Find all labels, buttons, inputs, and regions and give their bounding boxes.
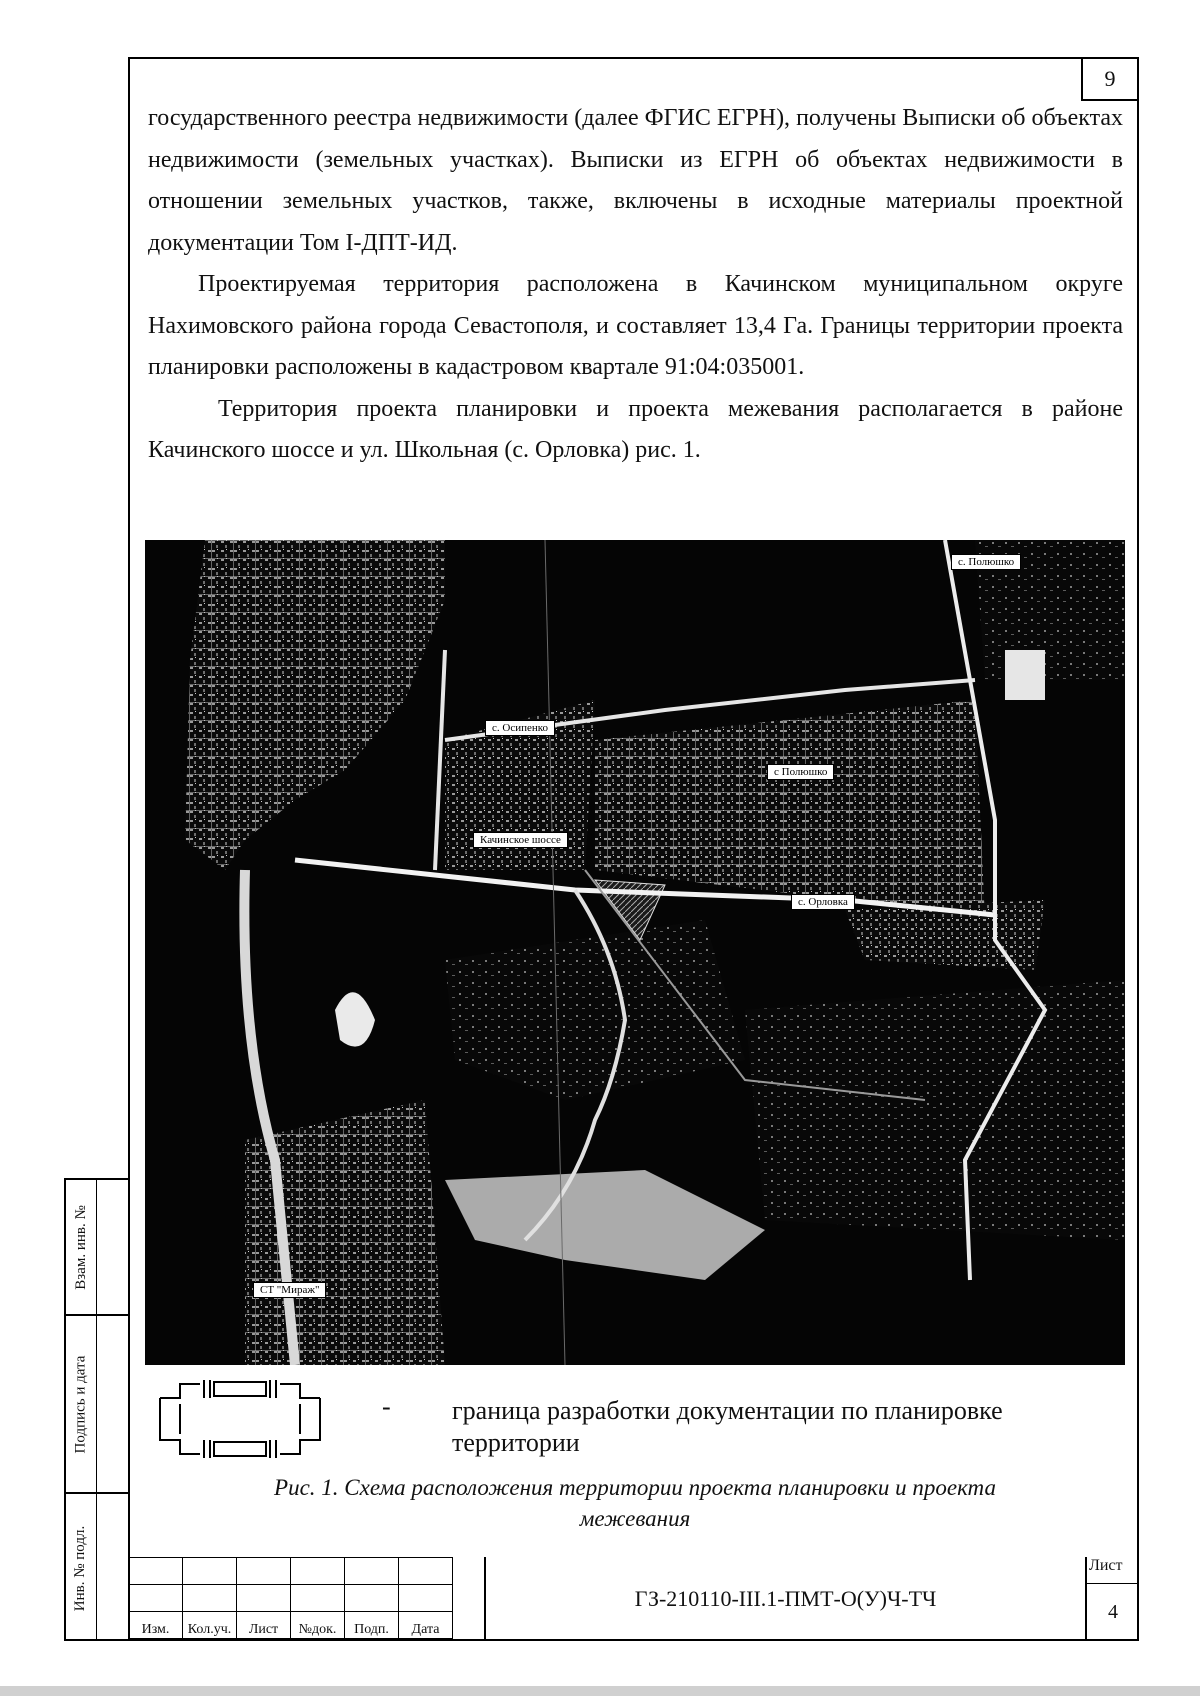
title-block — [128, 1557, 1139, 1641]
sheet-number: 4 — [1108, 1600, 1118, 1623]
document-code: ГЗ-210110-III.1-ПМТ-О(У)Ч-ТЧ — [484, 1557, 1087, 1641]
sheet-cell — [1087, 1557, 1139, 1641]
legend-dash: - — [382, 1392, 391, 1421]
map-label-polyushko: с Полюшко — [767, 764, 834, 780]
boundary-legend-icon — [152, 1374, 328, 1464]
vzam-inv-text: Взам. инв. № — [72, 1204, 89, 1290]
podpis-data-text: Подпись и дата — [72, 1355, 89, 1453]
legend-text: граница разработки документации по планировке территории — [452, 1396, 1003, 1457]
header-data: Дата — [399, 1612, 453, 1639]
body-text — [148, 98, 1123, 472]
map-label-mirazh: СТ "Мираж" — [253, 1282, 326, 1298]
caption-line-1: Рис. 1. Схема расположения территории проекта планировки и проекта — [274, 1475, 996, 1500]
caption-line-2: межевания — [579, 1506, 691, 1531]
map-graphic — [145, 540, 1125, 1365]
podpis-data-label — [66, 1316, 96, 1492]
map-label-orlovka: с. Орловка — [791, 894, 855, 910]
paragraph-3: Территория проекта планировки и проекта межевания располагается в районе Качинского шоссе и ул. Школьная (с. Орловка) рис. 1. — [148, 395, 1123, 463]
header-podp: Подп. — [345, 1612, 399, 1639]
paragraph-2: Проектируемая территория расположена в Качинском муниципальном округе Нахимовского района города Севастополя, и составляет 13,4 Га. Границы территории проекта планировки расположены в кадастровом квартале 91:04:035001. — [148, 271, 1123, 380]
vzam-inv-label — [66, 1180, 96, 1314]
sheet-label: Лист — [1087, 1557, 1139, 1584]
header-izm: Изм. — [129, 1612, 183, 1639]
figure-caption — [150, 1472, 1120, 1534]
paragraph-1: государственного реестра недвижимости (далее ФГИС ЕГРН), получены Выписки об объектах недвижимости (земельных участках). Выписки из ЕГРН об объектах недвижимости в отношении земельных участков, также, включены в исходные материалы проектной документации Том I-ДПТ-ИД. — [148, 105, 1123, 256]
inv-podl-label — [66, 1494, 96, 1643]
page-number: 9 — [1081, 57, 1139, 101]
inv-podl-text: Инв. № подл. — [72, 1525, 89, 1612]
header-ndok: №док. — [291, 1612, 345, 1639]
map-label-polyushko-top: с. Полюшко — [951, 554, 1021, 570]
header-koluch: Кол.уч. — [183, 1612, 237, 1639]
side-stamp — [64, 1178, 128, 1641]
revision-table — [128, 1557, 453, 1639]
scan-edge — [0, 1686, 1200, 1696]
map-label-kachinskoe-shosse: Качинское шоссе — [473, 832, 568, 848]
map-label-osipenko: с. Осипенко — [485, 720, 555, 736]
satellite-map — [145, 540, 1125, 1365]
header-list: Лист — [237, 1612, 291, 1639]
